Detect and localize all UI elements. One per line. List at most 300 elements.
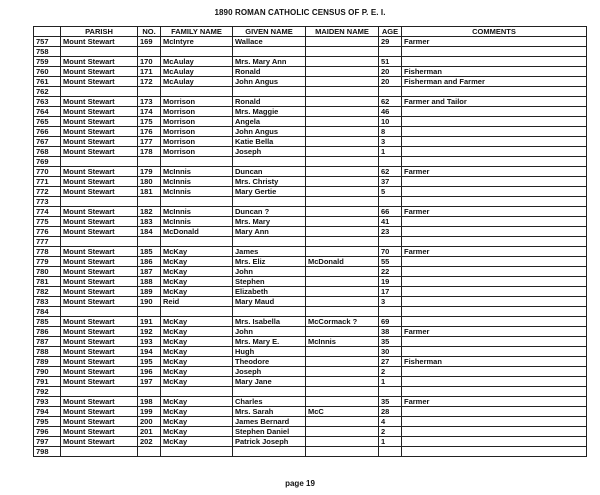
col-no-header: NO. — [138, 27, 161, 37]
row-number: 773 — [34, 197, 61, 207]
no-cell: 181 — [138, 187, 161, 197]
comments-cell — [402, 267, 587, 277]
no-cell: 187 — [138, 267, 161, 277]
age-cell: 62 — [379, 167, 402, 177]
col-rownum-header — [34, 27, 61, 37]
family-name-cell: McKay — [161, 257, 233, 267]
family-name-cell: Morrison — [161, 127, 233, 137]
comments-cell: Farmer — [402, 207, 587, 217]
given-name-cell — [233, 387, 306, 397]
table-row — [34, 447, 587, 457]
family-name-cell: McKay — [161, 397, 233, 407]
family-name-cell: McAulay — [161, 77, 233, 87]
row-number: 794 — [34, 407, 61, 417]
table-row — [34, 227, 587, 237]
table-row — [34, 237, 587, 247]
col-family-name-header: FAMILY NAME — [161, 27, 233, 37]
age-cell: 2 — [379, 367, 402, 377]
maiden-name-cell — [306, 397, 379, 407]
row-number: 782 — [34, 287, 61, 297]
row-number: 786 — [34, 327, 61, 337]
given-name-cell: Mary Maud — [233, 297, 306, 307]
row-number: 765 — [34, 117, 61, 127]
comments-cell — [402, 127, 587, 137]
maiden-name-cell — [306, 127, 379, 137]
table-row — [34, 177, 587, 187]
row-number: 778 — [34, 247, 61, 257]
parish-cell: Mount Stewart — [61, 97, 138, 107]
family-name-cell: McInnis — [161, 187, 233, 197]
comments-cell — [402, 107, 587, 117]
row-number: 780 — [34, 267, 61, 277]
age-cell: 20 — [379, 67, 402, 77]
age-cell — [379, 387, 402, 397]
family-name-cell: Morrison — [161, 147, 233, 157]
age-cell: 70 — [379, 247, 402, 257]
comments-cell — [402, 437, 587, 447]
parish-cell: Mount Stewart — [61, 137, 138, 147]
table-row — [34, 367, 587, 377]
table-row — [34, 157, 587, 167]
family-name-cell: McKay — [161, 347, 233, 357]
family-name-cell: McKay — [161, 357, 233, 367]
age-cell: 35 — [379, 397, 402, 407]
parish-cell — [61, 157, 138, 167]
comments-cell — [402, 307, 587, 317]
age-cell: 20 — [379, 77, 402, 87]
no-cell: 173 — [138, 97, 161, 107]
comments-cell — [402, 157, 587, 167]
row-number: 788 — [34, 347, 61, 357]
row-number: 758 — [34, 47, 61, 57]
age-cell — [379, 237, 402, 247]
table-row — [34, 357, 587, 367]
census-body — [34, 37, 587, 457]
given-name-cell: Ronald — [233, 97, 306, 107]
no-cell: 177 — [138, 137, 161, 147]
given-name-cell: Ronald — [233, 67, 306, 77]
no-cell: 176 — [138, 127, 161, 137]
given-name-cell: John — [233, 327, 306, 337]
no-cell: 182 — [138, 207, 161, 217]
row-number: 783 — [34, 297, 61, 307]
family-name-cell — [161, 47, 233, 57]
family-name-cell: McKay — [161, 317, 233, 327]
comments-cell — [402, 147, 587, 157]
age-cell: 66 — [379, 207, 402, 217]
age-cell: 62 — [379, 97, 402, 107]
maiden-name-cell — [306, 357, 379, 367]
family-name-cell: McKay — [161, 407, 233, 417]
given-name-cell: Mrs. Mary E. — [233, 337, 306, 347]
maiden-name-cell — [306, 147, 379, 157]
table-row — [34, 347, 587, 357]
parish-cell: Mount Stewart — [61, 107, 138, 117]
maiden-name-cell — [306, 187, 379, 197]
maiden-name-cell — [306, 267, 379, 277]
row-number: 760 — [34, 67, 61, 77]
table-row — [34, 407, 587, 417]
no-cell: 185 — [138, 247, 161, 257]
table-row — [34, 247, 587, 257]
col-given-name-header: GIVEN NAME — [233, 27, 306, 37]
given-name-cell: Theodore — [233, 357, 306, 367]
family-name-cell — [161, 197, 233, 207]
maiden-name-cell — [306, 217, 379, 227]
parish-cell: Mount Stewart — [61, 377, 138, 387]
no-cell — [138, 237, 161, 247]
table-row — [34, 277, 587, 287]
parish-cell: Mount Stewart — [61, 147, 138, 157]
family-name-cell: McKay — [161, 417, 233, 427]
given-name-cell: Katie Bella — [233, 137, 306, 147]
table-row — [34, 107, 587, 117]
age-cell: 35 — [379, 337, 402, 347]
col-parish-header: PARISH — [61, 27, 138, 37]
age-cell — [379, 197, 402, 207]
maiden-name-cell — [306, 107, 379, 117]
given-name-cell — [233, 197, 306, 207]
given-name-cell — [233, 87, 306, 97]
given-name-cell: Stephen Daniel — [233, 427, 306, 437]
maiden-name-cell — [306, 237, 379, 247]
family-name-cell: McKay — [161, 437, 233, 447]
parish-cell: Mount Stewart — [61, 37, 138, 47]
row-number: 762 — [34, 87, 61, 97]
no-cell: 197 — [138, 377, 161, 387]
comments-cell: Farmer — [402, 397, 587, 407]
family-name-cell: Morrison — [161, 117, 233, 127]
age-cell: 8 — [379, 127, 402, 137]
maiden-name-cell — [306, 377, 379, 387]
age-cell: 27 — [379, 357, 402, 367]
given-name-cell: Mrs. Sarah — [233, 407, 306, 417]
given-name-cell: Charles — [233, 397, 306, 407]
comments-cell — [402, 387, 587, 397]
parish-cell: Mount Stewart — [61, 427, 138, 437]
no-cell: 174 — [138, 107, 161, 117]
row-number: 789 — [34, 357, 61, 367]
row-number: 761 — [34, 77, 61, 87]
family-name-cell: McInnis — [161, 167, 233, 177]
row-number: 763 — [34, 97, 61, 107]
maiden-name-cell — [306, 387, 379, 397]
row-number: 777 — [34, 237, 61, 247]
table-row — [34, 127, 587, 137]
comments-cell: Fisherman and Farmer — [402, 77, 587, 87]
parish-cell — [61, 197, 138, 207]
maiden-name-cell: McDonald — [306, 257, 379, 267]
parish-cell — [61, 387, 138, 397]
age-cell: 5 — [379, 187, 402, 197]
parish-cell: Mount Stewart — [61, 337, 138, 347]
no-cell: 175 — [138, 117, 161, 127]
table-row — [34, 387, 587, 397]
maiden-name-cell — [306, 287, 379, 297]
given-name-cell: Mary Jane — [233, 377, 306, 387]
parish-cell: Mount Stewart — [61, 127, 138, 137]
age-cell: 1 — [379, 377, 402, 387]
comments-cell — [402, 367, 587, 377]
family-name-cell: McKay — [161, 327, 233, 337]
maiden-name-cell — [306, 157, 379, 167]
comments-cell: Farmer — [402, 247, 587, 257]
table-row — [34, 97, 587, 107]
parish-cell: Mount Stewart — [61, 117, 138, 127]
table-row — [34, 197, 587, 207]
given-name-cell — [233, 157, 306, 167]
age-cell: 37 — [379, 177, 402, 187]
comments-cell — [402, 407, 587, 417]
table-row — [34, 257, 587, 267]
no-cell: 179 — [138, 167, 161, 177]
comments-cell: Farmer — [402, 37, 587, 47]
family-name-cell: McInnis — [161, 177, 233, 187]
col-age-header: AGE — [379, 27, 402, 37]
parish-cell: Mount Stewart — [61, 437, 138, 447]
maiden-name-cell — [306, 427, 379, 437]
row-number: 787 — [34, 337, 61, 347]
comments-cell — [402, 227, 587, 237]
comments-cell — [402, 317, 587, 327]
given-name-cell: Hugh — [233, 347, 306, 357]
page-title: 1890 ROMAN CATHOLIC CENSUS OF P. E. I. — [214, 8, 386, 17]
page-number: page 19 — [285, 479, 315, 488]
age-cell — [379, 87, 402, 97]
given-name-cell: Angela — [233, 117, 306, 127]
parish-cell: Mount Stewart — [61, 207, 138, 217]
maiden-name-cell — [306, 307, 379, 317]
age-cell: 55 — [379, 257, 402, 267]
parish-cell: Mount Stewart — [61, 227, 138, 237]
maiden-name-cell — [306, 37, 379, 47]
maiden-name-cell — [306, 207, 379, 217]
comments-cell: Fisherman — [402, 357, 587, 367]
comments-cell — [402, 347, 587, 357]
given-name-cell: Wallace — [233, 37, 306, 47]
family-name-cell: McAulay — [161, 57, 233, 67]
parish-cell: Mount Stewart — [61, 187, 138, 197]
age-cell — [379, 307, 402, 317]
family-name-cell: McKay — [161, 337, 233, 347]
given-name-cell — [233, 47, 306, 57]
maiden-name-cell — [306, 437, 379, 447]
family-name-cell — [161, 307, 233, 317]
age-cell — [379, 447, 402, 457]
row-number: 798 — [34, 447, 61, 457]
comments-cell — [402, 417, 587, 427]
maiden-name-cell — [306, 67, 379, 77]
parish-cell: Mount Stewart — [61, 77, 138, 87]
given-name-cell: James Bernard — [233, 417, 306, 427]
age-cell: 28 — [379, 407, 402, 417]
comments-cell — [402, 197, 587, 207]
table-row — [34, 307, 587, 317]
no-cell: 172 — [138, 77, 161, 87]
age-cell: 1 — [379, 437, 402, 447]
parish-cell: Mount Stewart — [61, 167, 138, 177]
given-name-cell: John Angus — [233, 77, 306, 87]
age-cell: 3 — [379, 137, 402, 147]
row-number: 792 — [34, 387, 61, 397]
row-number: 768 — [34, 147, 61, 157]
table-row — [34, 207, 587, 217]
age-cell: 51 — [379, 57, 402, 67]
age-cell: 22 — [379, 267, 402, 277]
family-name-cell: McInnis — [161, 207, 233, 217]
given-name-cell: James — [233, 247, 306, 257]
parish-cell: Mount Stewart — [61, 267, 138, 277]
family-name-cell — [161, 237, 233, 247]
family-name-cell: McKay — [161, 377, 233, 387]
family-name-cell: Morrison — [161, 97, 233, 107]
no-cell — [138, 307, 161, 317]
parish-cell: Mount Stewart — [61, 367, 138, 377]
no-cell: 189 — [138, 287, 161, 297]
age-cell: 10 — [379, 117, 402, 127]
age-cell — [379, 157, 402, 167]
no-cell: 199 — [138, 407, 161, 417]
no-cell: 195 — [138, 357, 161, 367]
age-cell: 2 — [379, 427, 402, 437]
no-cell: 191 — [138, 317, 161, 327]
maiden-name-cell — [306, 327, 379, 337]
age-cell: 29 — [379, 37, 402, 47]
given-name-cell: Mrs. Eliz — [233, 257, 306, 267]
given-name-cell: Mary Ann — [233, 227, 306, 237]
no-cell — [138, 157, 161, 167]
age-cell: 38 — [379, 327, 402, 337]
given-name-cell: Mrs. Maggie — [233, 107, 306, 117]
col-comments-header: COMMENTS — [402, 27, 587, 37]
family-name-cell — [161, 87, 233, 97]
table-row — [34, 217, 587, 227]
given-name-cell — [233, 237, 306, 247]
row-number: 793 — [34, 397, 61, 407]
no-cell: 188 — [138, 277, 161, 287]
parish-cell: Mount Stewart — [61, 67, 138, 77]
parish-cell: Mount Stewart — [61, 327, 138, 337]
comments-cell — [402, 217, 587, 227]
census-table — [33, 26, 587, 457]
parish-cell — [61, 237, 138, 247]
maiden-name-cell: McCormack ? — [306, 317, 379, 327]
row-number: 791 — [34, 377, 61, 387]
row-number: 795 — [34, 417, 61, 427]
given-name-cell: John — [233, 267, 306, 277]
comments-cell — [402, 177, 587, 187]
comments-cell — [402, 427, 587, 437]
family-name-cell: McDonald — [161, 227, 233, 237]
no-cell — [138, 447, 161, 457]
maiden-name-cell — [306, 97, 379, 107]
family-name-cell: McKay — [161, 367, 233, 377]
age-cell: 3 — [379, 297, 402, 307]
no-cell: 190 — [138, 297, 161, 307]
table-row — [34, 87, 587, 97]
parish-cell: Mount Stewart — [61, 57, 138, 67]
family-name-cell: McAulay — [161, 67, 233, 77]
no-cell: 202 — [138, 437, 161, 447]
table-row — [34, 37, 587, 47]
no-cell — [138, 87, 161, 97]
comments-cell — [402, 377, 587, 387]
table-row — [34, 337, 587, 347]
row-number: 781 — [34, 277, 61, 287]
parish-cell: Mount Stewart — [61, 287, 138, 297]
no-cell: 201 — [138, 427, 161, 437]
given-name-cell: John Angus — [233, 127, 306, 137]
no-cell — [138, 197, 161, 207]
given-name-cell: Elizabeth — [233, 287, 306, 297]
no-cell: 178 — [138, 147, 161, 157]
family-name-cell: Morrison — [161, 107, 233, 117]
row-number: 759 — [34, 57, 61, 67]
family-name-cell: McInnis — [161, 217, 233, 227]
comments-cell — [402, 237, 587, 247]
comments-cell — [402, 257, 587, 267]
maiden-name-cell — [306, 247, 379, 257]
maiden-name-cell — [306, 77, 379, 87]
no-cell: 184 — [138, 227, 161, 237]
table-row — [34, 317, 587, 327]
row-number: 769 — [34, 157, 61, 167]
age-cell: 69 — [379, 317, 402, 327]
no-cell: 183 — [138, 217, 161, 227]
table-row — [34, 287, 587, 297]
age-cell: 30 — [379, 347, 402, 357]
given-name-cell: Stephen — [233, 277, 306, 287]
maiden-name-cell — [306, 117, 379, 127]
maiden-name-cell — [306, 197, 379, 207]
no-cell — [138, 47, 161, 57]
no-cell: 169 — [138, 37, 161, 47]
age-cell: 23 — [379, 227, 402, 237]
maiden-name-cell — [306, 447, 379, 457]
maiden-name-cell — [306, 177, 379, 187]
row-number: 771 — [34, 177, 61, 187]
table-row — [34, 67, 587, 77]
col-maiden-name-header: MAIDEN NAME — [306, 27, 379, 37]
row-number: 785 — [34, 317, 61, 327]
comments-cell — [402, 447, 587, 457]
no-cell: 198 — [138, 397, 161, 407]
parish-cell: Mount Stewart — [61, 217, 138, 227]
no-cell: 194 — [138, 347, 161, 357]
age-cell: 1 — [379, 147, 402, 157]
maiden-name-cell — [306, 367, 379, 377]
comments-cell — [402, 137, 587, 147]
family-name-cell: McKay — [161, 277, 233, 287]
table-row — [34, 187, 587, 197]
family-name-cell: Reid — [161, 297, 233, 307]
family-name-cell — [161, 447, 233, 457]
family-name-cell: McKay — [161, 427, 233, 437]
given-name-cell: Joseph — [233, 367, 306, 377]
parish-cell: Mount Stewart — [61, 407, 138, 417]
comments-cell: Farmer — [402, 167, 587, 177]
family-name-cell: McKay — [161, 247, 233, 257]
comments-cell: Fisherman — [402, 67, 587, 77]
given-name-cell — [233, 447, 306, 457]
comments-cell — [402, 297, 587, 307]
row-number: 767 — [34, 137, 61, 147]
given-name-cell: Mary Gertie — [233, 187, 306, 197]
parish-cell — [61, 87, 138, 97]
table-row — [34, 397, 587, 407]
table-row — [34, 117, 587, 127]
no-cell: 196 — [138, 367, 161, 377]
